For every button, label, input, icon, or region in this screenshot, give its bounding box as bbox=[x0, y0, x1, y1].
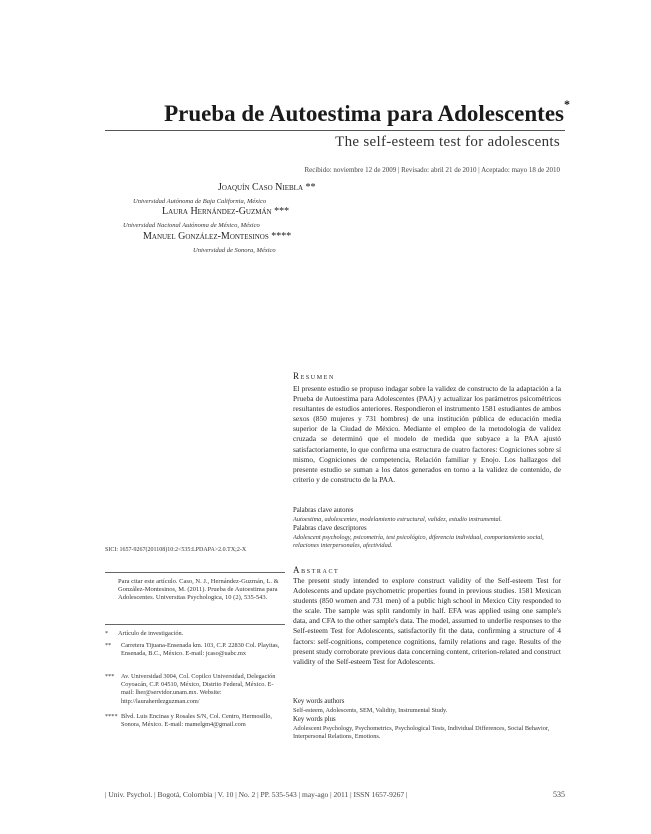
resumen-text: El presente estudio se propuso indagar sobre la validez de constructo de la adaptación a la Prueba de Autoestima para Adolescentes (PAA) y actualizar los parámetros psicométricos resultantes de estudios anteriores. Respondieron el instrumento 1581 estudiantes de ambos sexos (850 mujeres y 731 hombres) de una institución pública de educación media superior de la Ciudad de México. Mediante el empleo de la metodología de validez cruzada se determinó que el modelo de medida que subyace a la PAA ajustó satisfactoriamente, lo que confirma una estructura de cuatro factores: Cogniciones sobre sí mismo, Cogniciones de competencia, Relación familiar y Enojo. Los hallazgos del presente estudio se suman a los datos generados en torno a la validez de contenido, de criterio y de constructo de la PAA. bbox=[293, 384, 561, 484]
resumen-kw-authors: Autoestima, adolescentes, modelamiento estructural, validez, estudio instrumental. bbox=[293, 516, 502, 523]
submission-dates: Recibido: noviembre 12 de 2009 | Revisado: abril 21 de 2010 | Aceptado: mayo 18 de 2010 bbox=[304, 166, 560, 174]
footnote-divider bbox=[105, 624, 285, 625]
citation-divider bbox=[105, 572, 285, 573]
resumen-kw-desc: Adolescent psychology, psicometría, test psicológico, diferencia individual, comportamiento social, relaciones interpersonales, afectividad. bbox=[293, 534, 544, 549]
article-subtitle: The self-esteem test for adolescents bbox=[335, 134, 560, 150]
author-2-affiliation: Universidad Nacional Autónoma de México, México bbox=[123, 222, 260, 229]
title-divider bbox=[105, 130, 565, 131]
author-3-name: Manuel González-Montesinos **** bbox=[143, 231, 292, 242]
abstract-kw-authors-heading: Key words authors bbox=[293, 698, 345, 705]
article-title bbox=[0, 97, 570, 127]
footnote-mark: * bbox=[105, 630, 109, 637]
page-footer bbox=[105, 790, 565, 799]
abstract-kw-plus: Adolescent Psychology, Psychometrics, Psychological Tests, Individual Differences, Social Behavior, Interpersonal Relations, Emotions. bbox=[293, 725, 550, 740]
abstract-kw-plus-heading: Key words plus bbox=[293, 716, 336, 723]
resumen-kw-desc-heading: Palabras clave descriptores bbox=[293, 525, 367, 532]
footnote-3 bbox=[105, 673, 285, 706]
footnote-mark: *** bbox=[105, 673, 115, 680]
author-3-affiliation: Universidad de Sonora, México bbox=[193, 247, 276, 254]
footnote-text: Carretera Tijuana-Ensenada km. 103, C.P. 22830 Col. Playitas, Ensenada, B.C., México. E-mail: jcaso@uabc.mx bbox=[121, 642, 280, 658]
page-number: 535 bbox=[553, 790, 565, 799]
title-footnote-mark: * bbox=[564, 97, 570, 112]
footnote-text: Av. Universidad 3004, Col. Copilco Universidad, Delegación Coyoacán, C.P. 04510, México, Distrito Federal, México. E-mail: lher@servidor.unam.mx. Website: http://lauraherdezguzman.com/ bbox=[121, 673, 276, 705]
footer-journal-info: | Univ. Psychol. | Bogotá, Colombia | V. 10 | No. 2 | PP. 535-543 | may-ago | 2011 | ISSN 1657-9267 | bbox=[105, 790, 408, 799]
citation-note: Para citar este artículo. Caso, N. J., Hernández-Guzmán, L. & González-Montesinos, M. (2011). Prueba de Autoestima para Adolescentes. Universitas Psychologica, 10 (2), 535-543. bbox=[118, 578, 279, 602]
footnote-text: Blvd. Luis Encinas y Rosales S/N, Col. Centro, Hermosillo, Sonora, México. E-mail: mamelgm4@gmail.com bbox=[121, 713, 272, 729]
sici-code: SICI: 1657-9267(201108)10:2<535:LPDAPA>2.0.TX;2-X bbox=[105, 547, 247, 553]
resumen-heading: Resumen bbox=[293, 371, 335, 381]
footnote-mark: ** bbox=[105, 642, 112, 649]
author-1-affiliation: Universidad Autónoma de Baja California, México bbox=[133, 198, 267, 205]
abstract-heading: Abstract bbox=[293, 565, 340, 575]
footnote-4 bbox=[105, 713, 285, 729]
footnote-2 bbox=[105, 642, 285, 658]
abstract-text: The present study intended to explore construct validity of the Self-esteem Test for Adolescents and update psychometric properties found in previous studies. 1581 Mexican students (850 women and 731 men) of a public high school in Mexico City responded to the scale. The sample was split randomly in half. EFA was applied using one sample's data, and CFA to the other sample's data. The model, assumed to underlie responses to the Self-esteem Test for Adolescents, satisfactorily fit the data, confirming a structure of 4 factors: self-cognitions, competence cognitions, family relations and rage. Results of the present study corroborate previous data concerning content, criterion-related and construct validity of the Self-esteem Test for Adolescents. bbox=[293, 576, 561, 666]
abstract-kw-authors: Self-esteem, Adolescents, SEM, Validity, Instrumental Study. bbox=[293, 707, 448, 714]
author-2-name: Laura Hernández-Guzmán *** bbox=[162, 206, 290, 217]
resumen-kw-authors-heading: Palabras clave autores bbox=[293, 507, 354, 514]
footnote-mark: **** bbox=[105, 713, 118, 720]
author-1-name: Joaquín Caso Niebla ** bbox=[218, 182, 316, 193]
footnote-text: Artículo de investigación. bbox=[118, 630, 184, 637]
article-title-text: Prueba de Autoestima para Adolescentes bbox=[164, 101, 564, 126]
footnote-1 bbox=[105, 630, 285, 638]
